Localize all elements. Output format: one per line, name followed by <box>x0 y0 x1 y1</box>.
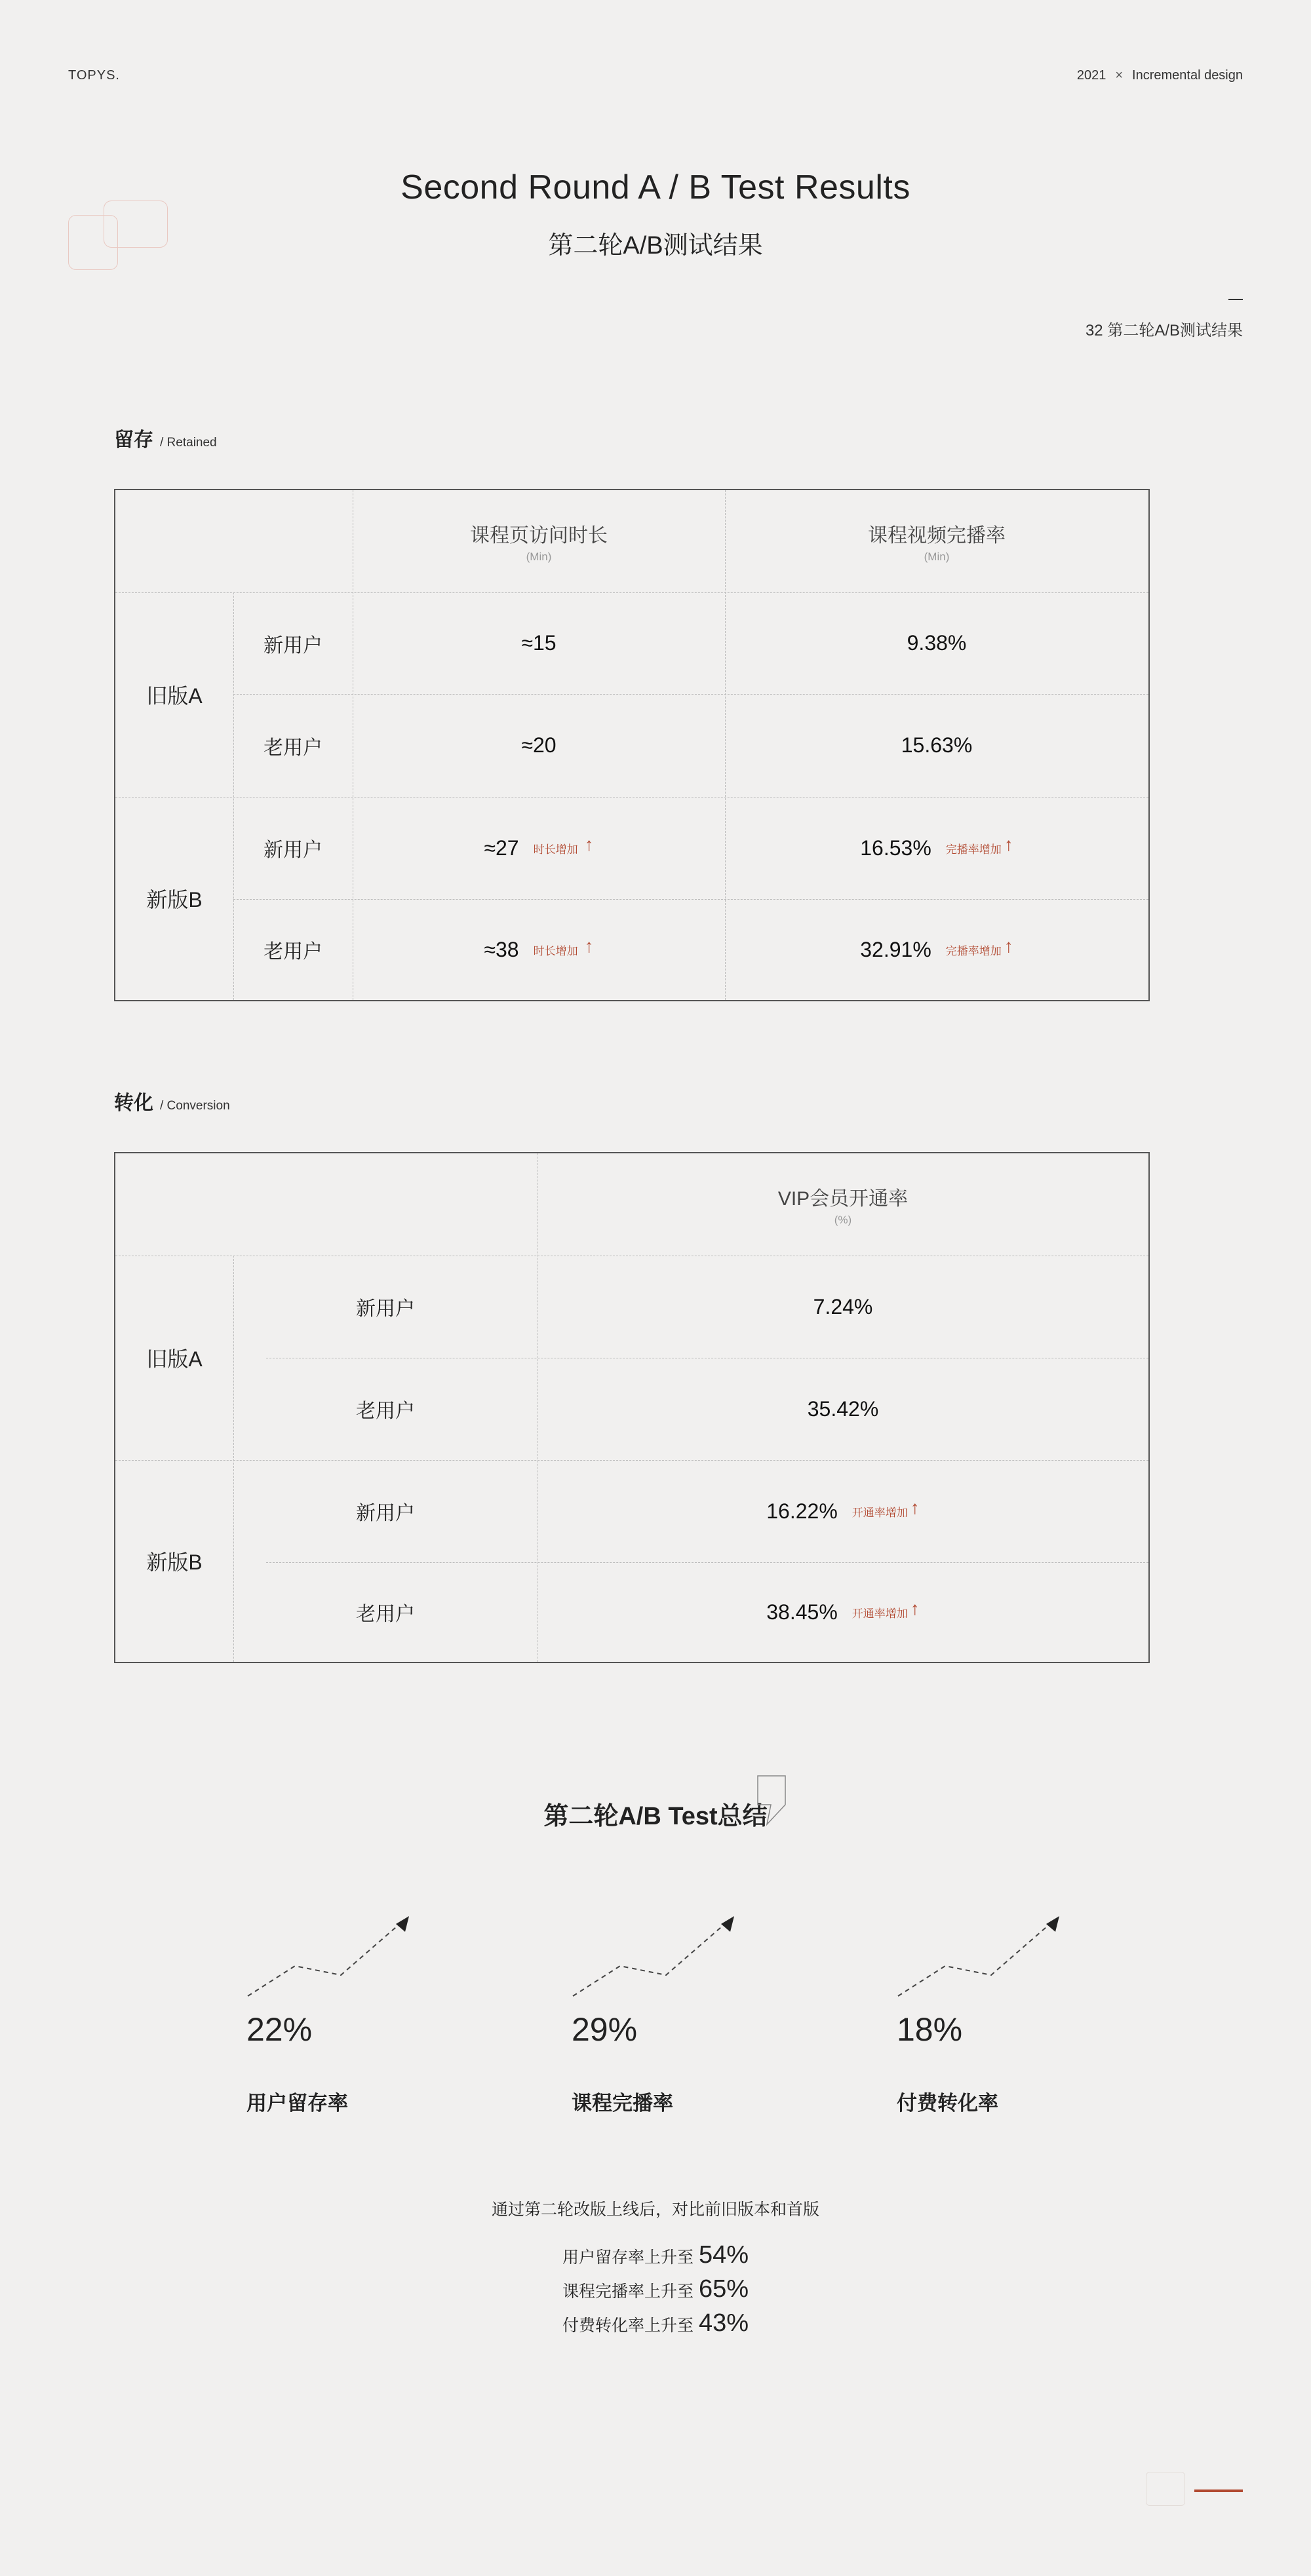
table-cell <box>538 1358 1148 1460</box>
row-user-label: 新用户 <box>264 839 323 861</box>
column-header-completion-rate <box>725 490 1148 592</box>
summary-conclusion: 通过第二轮改版上线后，对比前旧版本和首版 <box>491 2201 819 2219</box>
section-subtitle: / Conversion <box>160 1099 230 1113</box>
summary-title: 第二轮A/B Test总结 <box>543 1803 768 1830</box>
stat-percentage: 22% <box>246 2011 313 2048</box>
table-cell <box>353 899 725 1000</box>
cell-value: 38.45% <box>766 1600 838 1624</box>
column-header-label: 课程视频完播率 <box>868 525 1006 547</box>
column-header-unit: (%) <box>834 1214 852 1226</box>
table-cell <box>353 694 725 797</box>
cell-value: ≈38 <box>484 937 519 961</box>
up-arrow-icon: ↑ <box>910 1598 920 1619</box>
table-cell <box>725 797 1148 899</box>
trend-arrow-icon <box>894 1912 1065 2004</box>
summary-line-value: 43% <box>698 2309 749 2337</box>
trend-arrow-icon <box>244 1912 414 2004</box>
column-header-label: VIP会员开通率 <box>777 1188 909 1210</box>
up-arrow-icon: ↑ <box>910 1497 920 1518</box>
section-subtitle: / Retained <box>160 436 217 450</box>
group-label-old-a: 旧版A <box>146 1347 203 1371</box>
cell-value: 35.42% <box>807 1396 879 1421</box>
increase-note: 开通率增加 <box>851 1506 908 1519</box>
summary-line-label: 课程完播率上升至 <box>562 2282 694 2301</box>
table-cell <box>353 592 725 694</box>
column-header-unit: (Min) <box>526 550 552 563</box>
trend-arrow-icon <box>569 1912 739 2004</box>
increase-note: 完播率增加 <box>945 944 1002 957</box>
increase-note: 完播率增加 <box>945 843 1002 856</box>
page-number-label: 32 第二轮A/B测试结果 <box>1085 322 1243 339</box>
cell-value: 7.24% <box>813 1294 873 1318</box>
separator-icon: × <box>1115 68 1124 83</box>
decorative-frame <box>1146 2472 1185 2506</box>
section-title-retained <box>114 423 217 452</box>
summary-line-label: 用户留存率上升至 <box>562 2248 694 2267</box>
quote-mark-icon <box>756 1775 787 1826</box>
page-title-zh: 第二轮A/B测试结果 <box>548 232 763 260</box>
row-user-label: 老用户 <box>264 941 323 963</box>
accent-bar <box>1194 2489 1243 2492</box>
table-cell <box>538 1562 1148 1662</box>
group-label-old-a: 旧版A <box>146 684 203 708</box>
summary-line <box>0 2275 1311 2303</box>
summary-line-value: 65% <box>698 2275 749 2303</box>
table-cell <box>725 694 1148 797</box>
stat-label: 课程完播率 <box>572 2092 673 2115</box>
cell-value: 16.22% <box>766 1499 838 1523</box>
summary-line <box>0 2309 1311 2337</box>
stat-percentage: 29% <box>572 2011 638 2048</box>
header-meta <box>1077 68 1243 83</box>
stat-percentage: 18% <box>897 2011 963 2048</box>
cell-value: ≈20 <box>521 733 557 757</box>
summary-line <box>0 2241 1311 2269</box>
column-header-visit-duration <box>353 490 725 592</box>
row-user-label: 老用户 <box>356 1400 415 1422</box>
retained-table <box>114 489 1150 1001</box>
section-title-text: 留存 <box>114 429 153 451</box>
row-user-label: 新用户 <box>264 634 323 657</box>
cell-value: ≈15 <box>521 631 557 655</box>
up-arrow-icon: ↑ <box>584 936 594 956</box>
summary-line-label: 付费转化率上升至 <box>562 2316 694 2335</box>
row-user-label: 新用户 <box>356 1298 415 1320</box>
table-cell <box>538 1460 1148 1562</box>
cell-value: ≈27 <box>484 836 519 860</box>
cell-value: 9.38% <box>907 631 967 655</box>
section-title-text: 转化 <box>114 1092 153 1114</box>
up-arrow-icon: ↑ <box>1004 834 1013 855</box>
row-user-label: 老用户 <box>264 737 323 759</box>
up-arrow-icon: ↑ <box>584 834 594 855</box>
stat-label: 付费转化率 <box>897 2092 998 2115</box>
cell-value: 15.63% <box>901 733 973 757</box>
section-title-conversion <box>114 1086 230 1115</box>
page-title-en: Second Round A / B Test Results <box>401 168 910 206</box>
table-cell <box>725 899 1148 1000</box>
column-header-label: 课程页访问时长 <box>470 525 608 547</box>
group-label-new-b: 新版B <box>146 888 203 912</box>
table-cell <box>725 592 1148 694</box>
stat-label: 用户留存率 <box>246 2092 348 2115</box>
column-header-vip-rate <box>538 1153 1148 1256</box>
table-cell <box>353 797 725 899</box>
row-user-label: 老用户 <box>356 1604 415 1625</box>
column-header-unit: (Min) <box>924 550 950 563</box>
cell-value: 32.91% <box>860 937 931 961</box>
group-label-new-b: 新版B <box>146 1550 203 1574</box>
conversion-table <box>114 1152 1150 1663</box>
cell-value: 16.53% <box>860 836 931 860</box>
up-arrow-icon: ↑ <box>1004 936 1013 956</box>
header-year: 2021 <box>1076 68 1106 83</box>
increase-note: 开通率增加 <box>851 1607 908 1620</box>
page-dash <box>1228 299 1243 300</box>
increase-note: 时长增加 <box>533 944 578 957</box>
increase-note: 时长增加 <box>533 843 578 856</box>
header-tagline: Incremental design <box>1132 68 1243 83</box>
table-cell <box>538 1256 1148 1358</box>
brand-logo: TOPYS. <box>68 68 120 83</box>
row-user-label: 新用户 <box>356 1503 415 1524</box>
summary-line-value: 54% <box>698 2241 749 2269</box>
